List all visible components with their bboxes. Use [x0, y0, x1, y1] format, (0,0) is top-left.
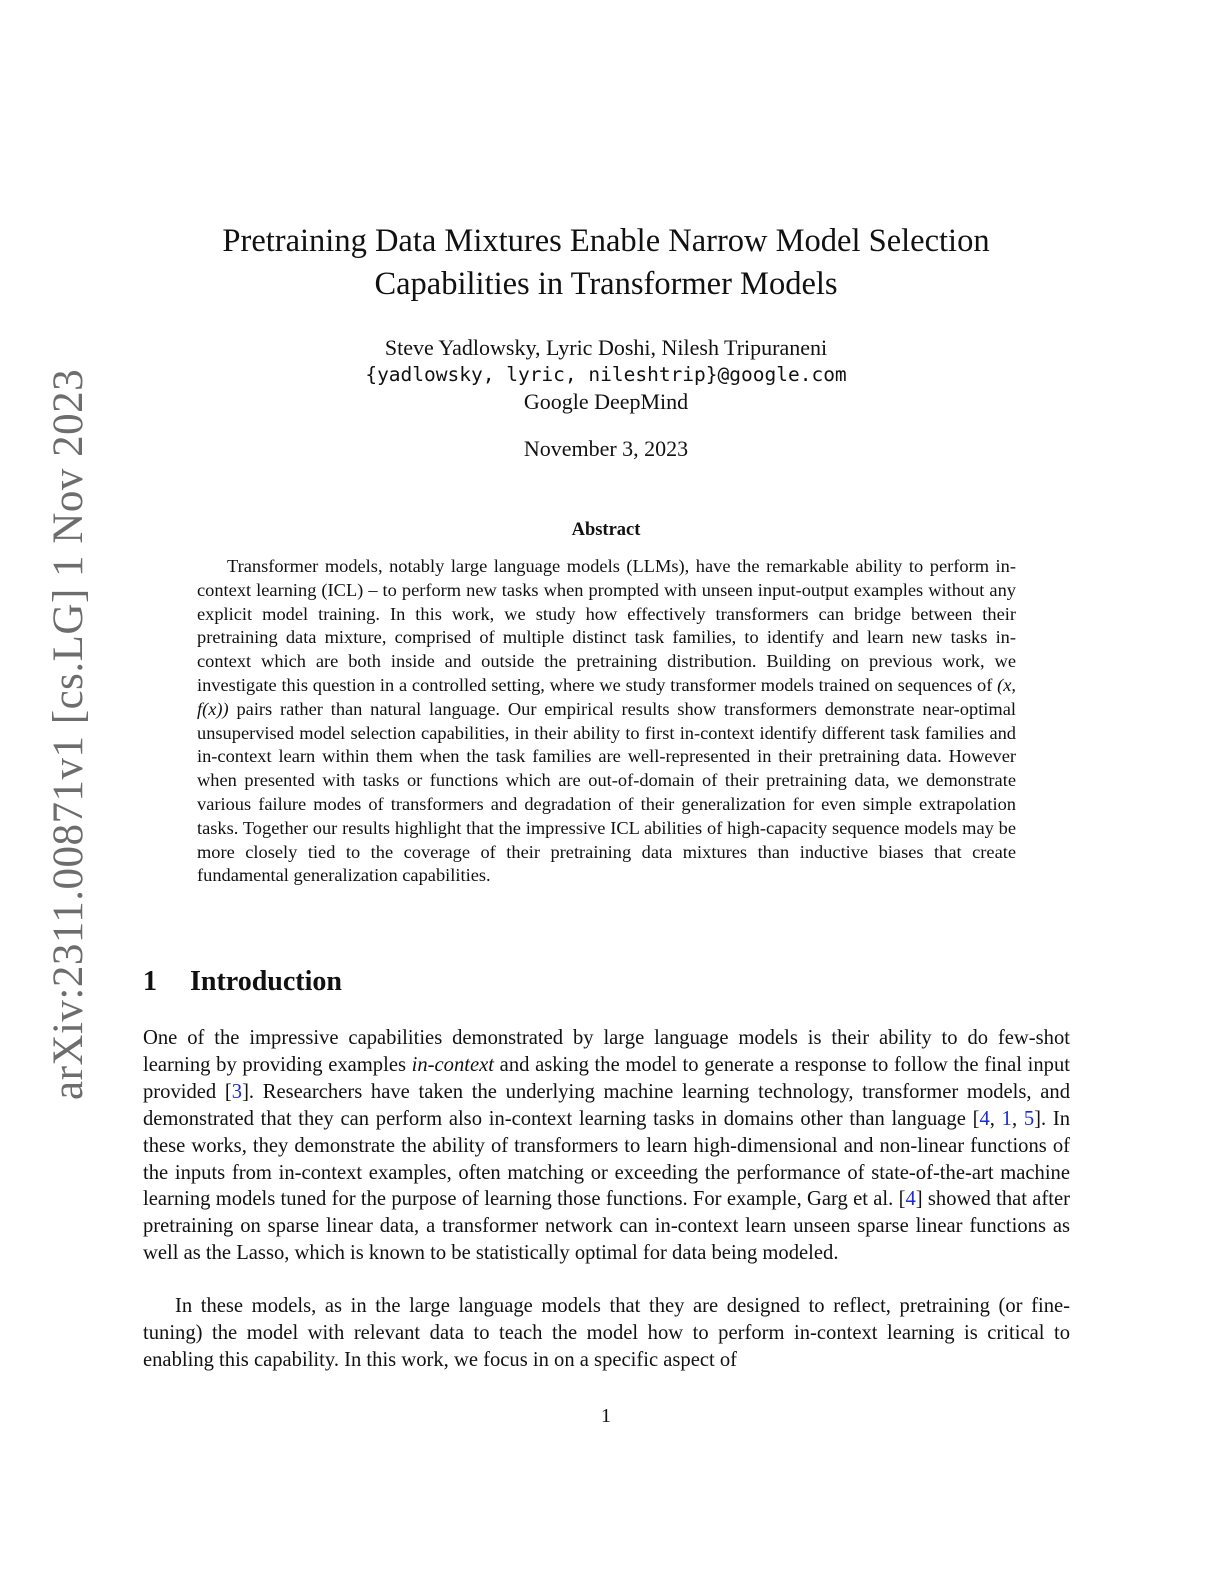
citation-link-1[interactable]: 1 [1001, 1107, 1012, 1130]
section-title: Introduction [190, 966, 342, 997]
citation-separator: , [1011, 1107, 1024, 1130]
abstract-math-expression: (x, f(x)) [197, 674, 1016, 719]
arxiv-identifier: arXiv:2311.00871v1 [cs.LG] 1 Nov 2023 [45, 368, 92, 1100]
intro-paragraph-2: In these models, as in the large language models that they are designed to reflect, pretraining (or fine-tuning) the model with relevant data to teach the model how to perform in-context learning is critical to enabling this capability. In this work, we focus in on a specific aspect of [143, 1295, 1070, 1371]
author-names: Steve Yadlowsky, Lyric Doshi, Nilesh Tripuraneni [384, 335, 828, 360]
abstract-text [197, 555, 1016, 888]
intro-p1-text-b: and asking the model to generate a response to follow the final input provided [ [143, 1053, 1070, 1103]
citation-link-4-garg[interactable]: 4 [905, 1188, 916, 1211]
citation-link-5[interactable]: 5 [1023, 1107, 1035, 1130]
intro-p1-emphasis: in-context [411, 1053, 494, 1076]
citation-separator: , [989, 1107, 1002, 1130]
abstract-text-part-1: Transformer models, notably large language models (LLMs), have the remarkable ability to perform in-context learning (ICL) – to perform new tasks when prompted with unseen input-output examples without any explicit model training. In this work, we study how effectively transformers can bridge between their pretraining data mixture, comprised of multiple distinct task families, to identify and learn new tasks in-context which are both inside and outside the pretraining distribution. Building on previous work, we investigate this question in a controlled setting, where we study transformer models trained on sequences of [197, 556, 1016, 695]
citation-link-3[interactable]: 3 [231, 1080, 243, 1103]
abstract-heading: Abstract [571, 520, 641, 540]
intro-p1-text-e: ] showed that after pretraining on sparse linear data, a transformer network can in-context learn unseen sparse linear functions as well as the Lasso, which is known to be statistically optimal for data being modeled. [143, 1188, 1070, 1265]
intro-paragraph-1 [143, 1025, 1070, 1267]
section-heading-introduction [143, 966, 342, 998]
intro-p1-text-d: ]. In these works, they demonstrate the ability of transformers to learn high-dimensional and non-linear functions of the inputs from in-context examples, often matching or exceeding the performance of state-of-the-art machine learning models tuned for the purpose of learning those functions. For example, Garg et al. [ [143, 1107, 1071, 1211]
section-number: 1 [143, 966, 157, 997]
author-emails: {yadlowsky, lyric, nileshtrip}@google.com [365, 363, 847, 386]
author-affiliation: Google DeepMind [523, 389, 689, 414]
intro-p1-text-a: One of the impressive capabilities demonstrated by large language models is their ability to do few-shot learning by providing examples [143, 1027, 1070, 1076]
intro-p1-text-c: ]. Researchers have taken the underlying machine learning technology, transformer models, and demonstrated that they can perform also in-context learning tasks in domains other than language [ [143, 1080, 1070, 1130]
paper-title [140, 220, 1072, 306]
citation-link-4[interactable]: 4 [979, 1107, 990, 1130]
paper-date: November 3, 2023 [523, 436, 689, 461]
title-line-2: Capabilities in Transformer Models [374, 266, 838, 302]
author-block [140, 334, 1072, 415]
title-line-1: Pretraining Data Mixtures Enable Narrow Model Selection [222, 223, 990, 259]
page-number: 1 [601, 1405, 611, 1427]
abstract-text-part-2: pairs rather than natural language. Our empirical results show transformers demonstrate near-optimal unsupervised model selection capabilities, in their ability to first in-context identify different task families and in-context learn within them when the task families are well-represented in their pretraining data. However when presented with tasks or functions which are out-of-domain of their pretraining data, we demonstrate various failure modes of transformers and degradation of their generalization for even simple extrapolation tasks. Together our results highlight that the impressive ICL abilities of high-capacity sequence models may be more closely tied to the coverage of their pretraining data mixtures than inductive biases that create fundamental generalization capabilities. [197, 698, 1016, 886]
